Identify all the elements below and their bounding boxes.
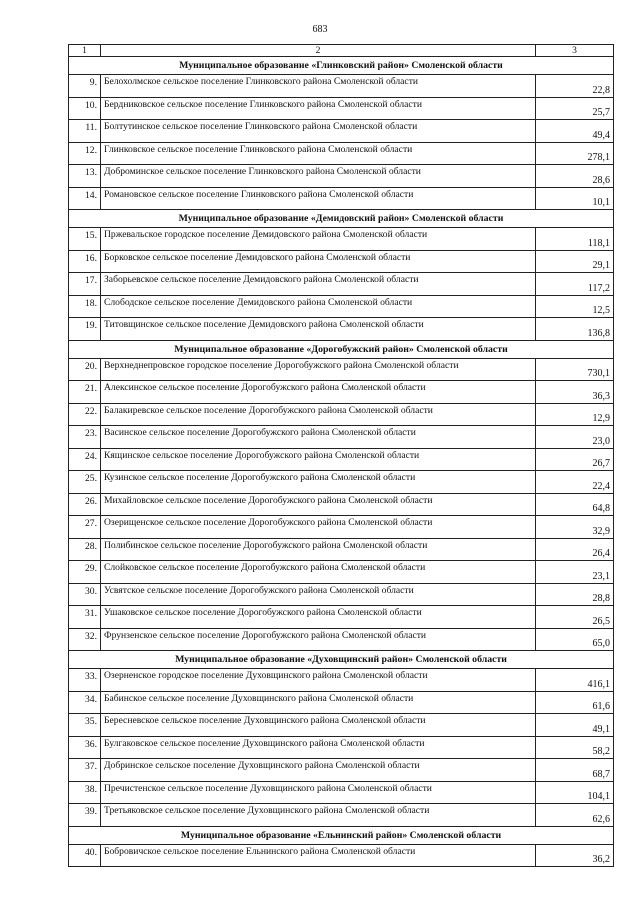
settlement-name: Бердниковское сельское поселение Глинковского района Смоленской области xyxy=(101,97,536,120)
table-row xyxy=(69,606,614,629)
column-header-3: 3 xyxy=(536,45,614,57)
row-value: 22,8 xyxy=(536,75,614,98)
table-row xyxy=(69,448,614,471)
table-row xyxy=(69,538,614,561)
row-value: 117,2 xyxy=(536,273,614,296)
table-row xyxy=(69,669,614,692)
table-row xyxy=(69,97,614,120)
table-row xyxy=(69,516,614,539)
row-number: 30. xyxy=(69,583,101,606)
row-value: 26,4 xyxy=(536,538,614,561)
row-number: 36. xyxy=(69,736,101,759)
settlement-name: Верхнеднепровское городское поселение Дорогобужского района Смоленской области xyxy=(101,358,536,381)
row-value: 25,7 xyxy=(536,97,614,120)
row-value: 136,8 xyxy=(536,318,614,341)
settlement-name: Кящинское сельское поселение Дорогобужского района Смоленской области xyxy=(101,448,536,471)
section-title: Муниципальное образование «Ельнинский район» Смоленской области xyxy=(69,826,614,844)
column-header-1: 1 xyxy=(69,45,101,57)
table-row xyxy=(69,358,614,381)
row-number: 25. xyxy=(69,471,101,494)
row-number: 29. xyxy=(69,561,101,584)
row-number: 28. xyxy=(69,538,101,561)
row-number: 27. xyxy=(69,516,101,539)
row-value: 416,1 xyxy=(536,669,614,692)
settlement-name: Борковское сельское поселение Демидовского района Смоленской области xyxy=(101,250,536,273)
settlement-name: Слободское сельское поселение Демидовского района Смоленской области xyxy=(101,295,536,318)
column-header-row xyxy=(69,45,614,57)
row-number: 31. xyxy=(69,606,101,629)
row-number: 17. xyxy=(69,273,101,296)
row-number: 13. xyxy=(69,165,101,188)
settlement-name: Романовское сельское поселение Глинковского района Смоленской области xyxy=(101,187,536,210)
settlement-name: Усвятское сельское поселение Дорогобужского района Смоленской области xyxy=(101,583,536,606)
row-value: 22,4 xyxy=(536,471,614,494)
settlement-name: Озерищенское сельское поселение Дорогобужского района Смоленской области xyxy=(101,516,536,539)
table-row xyxy=(69,583,614,606)
row-value: 58,2 xyxy=(536,736,614,759)
row-number: 19. xyxy=(69,318,101,341)
row-value: 118,1 xyxy=(536,228,614,251)
row-value: 278,1 xyxy=(536,142,614,165)
row-number: 10. xyxy=(69,97,101,120)
table-row xyxy=(69,273,614,296)
row-value: 49,4 xyxy=(536,120,614,143)
row-number: 14. xyxy=(69,187,101,210)
row-number: 40. xyxy=(69,844,101,867)
settlement-name: Белохолмское сельское поселение Глинковского района Смоленской области xyxy=(101,75,536,98)
settlement-name: Васинское сельское поселение Дорогобужского района Смоленской области xyxy=(101,426,536,449)
row-value: 36,2 xyxy=(536,844,614,867)
section-header-row xyxy=(69,210,614,228)
settlement-name: Балакиревское сельское поселение Дорогобужского района Смоленской области xyxy=(101,403,536,426)
row-value: 104,1 xyxy=(536,781,614,804)
row-number: 35. xyxy=(69,714,101,737)
table-row xyxy=(69,120,614,143)
row-number: 33. xyxy=(69,669,101,692)
table-row xyxy=(69,736,614,759)
section-header-row xyxy=(69,651,614,669)
table-body xyxy=(69,45,614,867)
row-number: 37. xyxy=(69,759,101,782)
settlement-name: Слойковское сельское поселение Дорогобужского района Смоленской области xyxy=(101,561,536,584)
table-row xyxy=(69,493,614,516)
row-number: 22. xyxy=(69,403,101,426)
page-number: 683 xyxy=(312,24,328,35)
settlement-name: Кузинское сельское поселение Дорогобужского района Смоленской области xyxy=(101,471,536,494)
row-value: 28,6 xyxy=(536,165,614,188)
row-value: 26,5 xyxy=(536,606,614,629)
table-row xyxy=(69,781,614,804)
table-row xyxy=(69,844,614,867)
settlement-name: Заборьевское сельское поселение Демидовского района Смоленской области xyxy=(101,273,536,296)
row-number: 26. xyxy=(69,493,101,516)
row-value: 12,9 xyxy=(536,403,614,426)
row-number: 15. xyxy=(69,228,101,251)
table-row xyxy=(69,165,614,188)
row-value: 26,7 xyxy=(536,448,614,471)
row-number: 11. xyxy=(69,120,101,143)
table-row xyxy=(69,187,614,210)
row-number: 23. xyxy=(69,426,101,449)
row-value: 64,8 xyxy=(536,493,614,516)
settlement-name: Ушаковское сельское поселение Дорогобужского района Смоленской области xyxy=(101,606,536,629)
table-row xyxy=(69,295,614,318)
row-value: 62,6 xyxy=(536,804,614,827)
column-header-2: 2 xyxy=(101,45,536,57)
settlement-name: Третьяковское сельское поселение Духовщинского района Смоленской области xyxy=(101,804,536,827)
table-row xyxy=(69,381,614,404)
row-value: 730,1 xyxy=(536,358,614,381)
row-value: 36,3 xyxy=(536,381,614,404)
row-number: 21. xyxy=(69,381,101,404)
row-number: 18. xyxy=(69,295,101,318)
table-row xyxy=(69,691,614,714)
row-value: 23,1 xyxy=(536,561,614,584)
table-row xyxy=(69,714,614,737)
settlement-name: Булгаковское сельское поселение Духовщинского района Смоленской области xyxy=(101,736,536,759)
settlement-name: Пречистенское сельское поселение Духовщинского района Смоленской области xyxy=(101,781,536,804)
settlements-table xyxy=(68,44,614,867)
settlement-name: Озерненское городское поселение Духовщинского района Смоленской области xyxy=(101,669,536,692)
row-value: 32,9 xyxy=(536,516,614,539)
settlement-name: Бабинское сельское поселение Духовщинского района Смоленской области xyxy=(101,691,536,714)
section-title: Муниципальное образование «Глинковский район» Смоленской области xyxy=(69,57,614,75)
row-value: 28,8 xyxy=(536,583,614,606)
settlement-name: Бересневское сельское поселение Духовщинского района Смоленской области xyxy=(101,714,536,737)
table-row xyxy=(69,228,614,251)
row-number: 39. xyxy=(69,804,101,827)
row-number: 38. xyxy=(69,781,101,804)
row-value: 68,7 xyxy=(536,759,614,782)
settlement-name: Бобровичское сельское поселение Ельнинского района Смоленской области xyxy=(101,844,536,867)
section-title: Муниципальное образование «Дорогобужский район» Смоленской области xyxy=(69,340,614,358)
section-header-row xyxy=(69,826,614,844)
row-number: 20. xyxy=(69,358,101,381)
table-row xyxy=(69,804,614,827)
row-value: 12,5 xyxy=(536,295,614,318)
section-header-row xyxy=(69,57,614,75)
section-title: Муниципальное образование «Демидовский район» Смоленской области xyxy=(69,210,614,228)
settlement-name: Михайловское сельское поселение Дорогобужского района Смоленской области xyxy=(101,493,536,516)
row-number: 16. xyxy=(69,250,101,273)
table-row xyxy=(69,250,614,273)
row-number: 34. xyxy=(69,691,101,714)
table-row xyxy=(69,142,614,165)
table-row xyxy=(69,759,614,782)
table-row xyxy=(69,561,614,584)
row-number: 32. xyxy=(69,628,101,651)
settlement-name: Пржевальское городское поселение Демидовского района Смоленской области xyxy=(101,228,536,251)
row-value: 23,0 xyxy=(536,426,614,449)
settlement-name: Алексинское сельское поселение Дорогобужского района Смоленской области xyxy=(101,381,536,404)
row-number: 9. xyxy=(69,75,101,98)
table-row xyxy=(69,318,614,341)
row-value: 61,6 xyxy=(536,691,614,714)
table-row xyxy=(69,628,614,651)
section-title: Муниципальное образование «Духовщинский район» Смоленской области xyxy=(69,651,614,669)
settlement-name: Болтутинское сельское поселение Глинковского района Смоленской области xyxy=(101,120,536,143)
row-value: 10,1 xyxy=(536,187,614,210)
settlement-name: Титовщинское сельское поселение Демидовского района Смоленской области xyxy=(101,318,536,341)
table-row xyxy=(69,75,614,98)
table-row xyxy=(69,426,614,449)
row-number: 24. xyxy=(69,448,101,471)
settlement-name: Полибинское сельское поселение Дорогобужского района Смоленской области xyxy=(101,538,536,561)
row-number: 12. xyxy=(69,142,101,165)
settlement-name: Глинковское сельское поселение Глинковского района Смоленской области xyxy=(101,142,536,165)
row-value: 49,1 xyxy=(536,714,614,737)
table-row xyxy=(69,471,614,494)
settlement-name: Фрунзенское сельское поселение Дорогобужского района Смоленской области xyxy=(101,628,536,651)
row-value: 29,1 xyxy=(536,250,614,273)
settlement-name: Добринское сельское поселение Духовщинского района Смоленской области xyxy=(101,759,536,782)
section-header-row xyxy=(69,340,614,358)
table-row xyxy=(69,403,614,426)
settlement-name: Доброминское сельское поселение Глинковского района Смоленской области xyxy=(101,165,536,188)
row-value: 65,0 xyxy=(536,628,614,651)
